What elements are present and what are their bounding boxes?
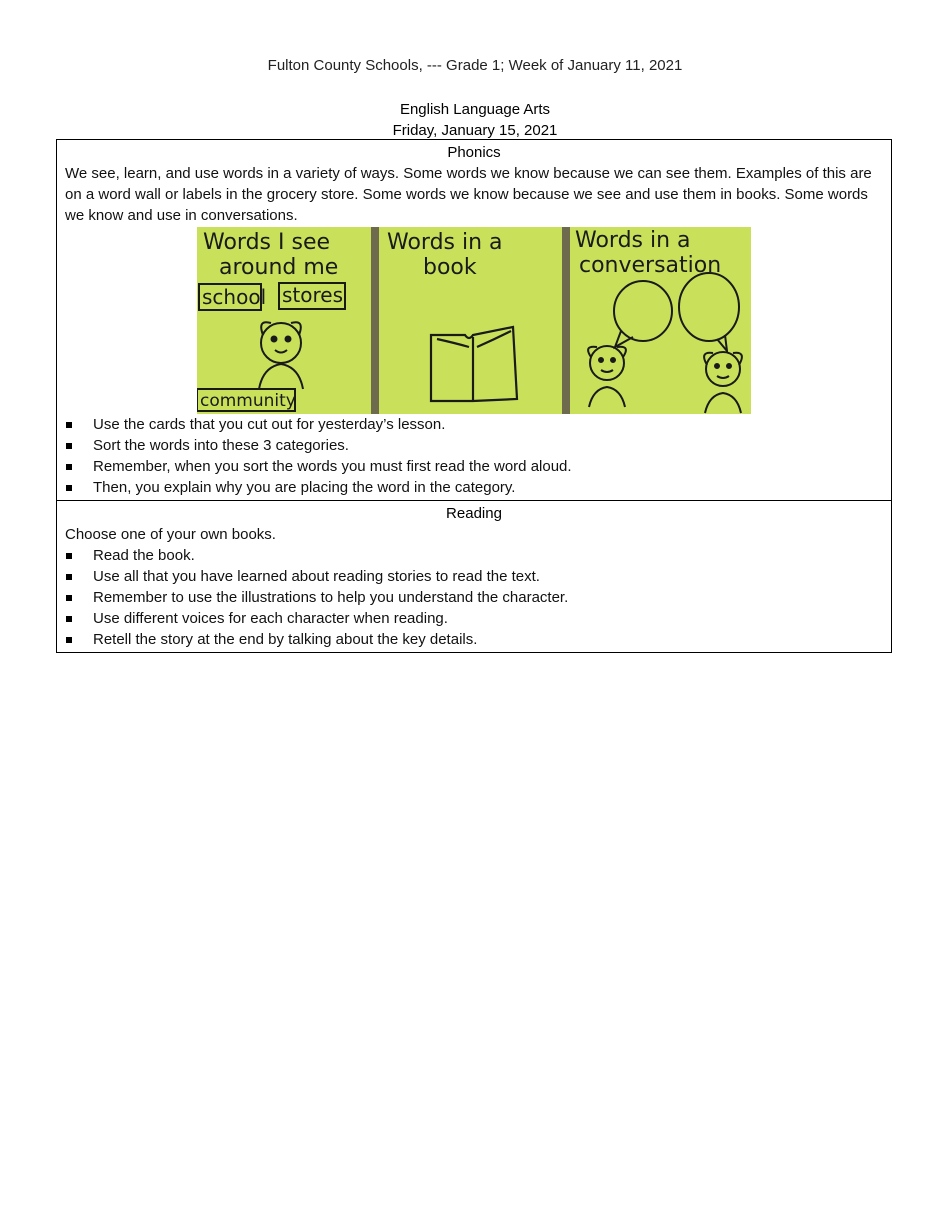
square-bullet-icon <box>66 595 72 601</box>
square-bullet-icon <box>66 616 72 622</box>
sticky-notes-illustration <box>197 227 751 414</box>
list-item-text: Retell the story at the end by talking about the key details. <box>93 631 478 648</box>
panel-divider <box>371 227 379 414</box>
list-item-text: Use all that you have learned about reading stories to read the text. <box>93 568 540 585</box>
list-item-text: Use different voices for each character when reading. <box>93 610 448 627</box>
list-item-text: Remember, when you sort the words you must first read the word aloud. <box>93 458 572 475</box>
reading-title: Reading <box>446 505 502 522</box>
panel-2-heading-line2: book <box>423 255 477 280</box>
list-item-text: Then, you explain why you are placing the word in the category. <box>93 479 516 496</box>
list-item-text: Sort the words into these 3 categories. <box>93 437 349 454</box>
list-item-text: Read the book. <box>93 547 195 564</box>
square-bullet-icon <box>66 422 72 428</box>
list-item <box>65 414 883 435</box>
subject-title: English Language Arts <box>399 101 551 118</box>
subject-block <box>0 99 950 141</box>
square-bullet-icon <box>66 464 72 470</box>
phonics-intro: We see, learn, and use words in a variety of ways. Some words we know because we can see them. Examples of this are on a word wall or labels in the grocery store. Some words we know because we see and use them in books. Some words we know and use in conversations. <box>65 165 872 224</box>
word-card-school: school <box>202 285 267 309</box>
phonics-section <box>57 140 891 500</box>
list-item <box>65 545 883 566</box>
word-card-community: community <box>200 391 296 411</box>
panel-1-heading-line1: Words I see <box>203 230 331 255</box>
list-item <box>65 477 883 498</box>
panel-3-heading-line1: Words in a <box>575 228 691 253</box>
word-card-stores: stores <box>282 283 344 307</box>
reading-bullet-list <box>65 545 883 650</box>
square-bullet-icon <box>66 637 72 643</box>
list-item-text: Use the cards that you cut out for yesterday’s lesson. <box>93 416 446 433</box>
lesson-date: Friday, January 15, 2021 <box>392 122 558 139</box>
list-item <box>65 435 883 456</box>
phonics-bullet-list <box>65 414 883 498</box>
list-item <box>65 587 883 608</box>
square-bullet-icon <box>66 574 72 580</box>
document-header: Fulton County Schools, --- Grade 1; Week of January 11, 2021 <box>267 57 683 74</box>
lesson-table <box>56 139 892 653</box>
list-item <box>65 566 883 587</box>
phonics-title: Phonics <box>447 144 501 161</box>
panel-divider <box>562 227 570 414</box>
reading-section <box>57 500 891 652</box>
reading-intro: Choose one of your own books. <box>65 526 276 543</box>
square-bullet-icon <box>66 485 72 491</box>
square-bullet-icon <box>66 553 72 559</box>
square-bullet-icon <box>66 443 72 449</box>
panel-1-heading-line2: around me <box>219 255 339 280</box>
list-item <box>65 456 883 477</box>
panel-3-heading-line2: conversation <box>579 253 722 278</box>
panel-2-heading-line1: Words in a <box>387 230 503 255</box>
list-item <box>65 629 883 650</box>
list-item-text: Remember to use the illustrations to help you understand the character. <box>93 589 569 606</box>
list-item <box>65 608 883 629</box>
